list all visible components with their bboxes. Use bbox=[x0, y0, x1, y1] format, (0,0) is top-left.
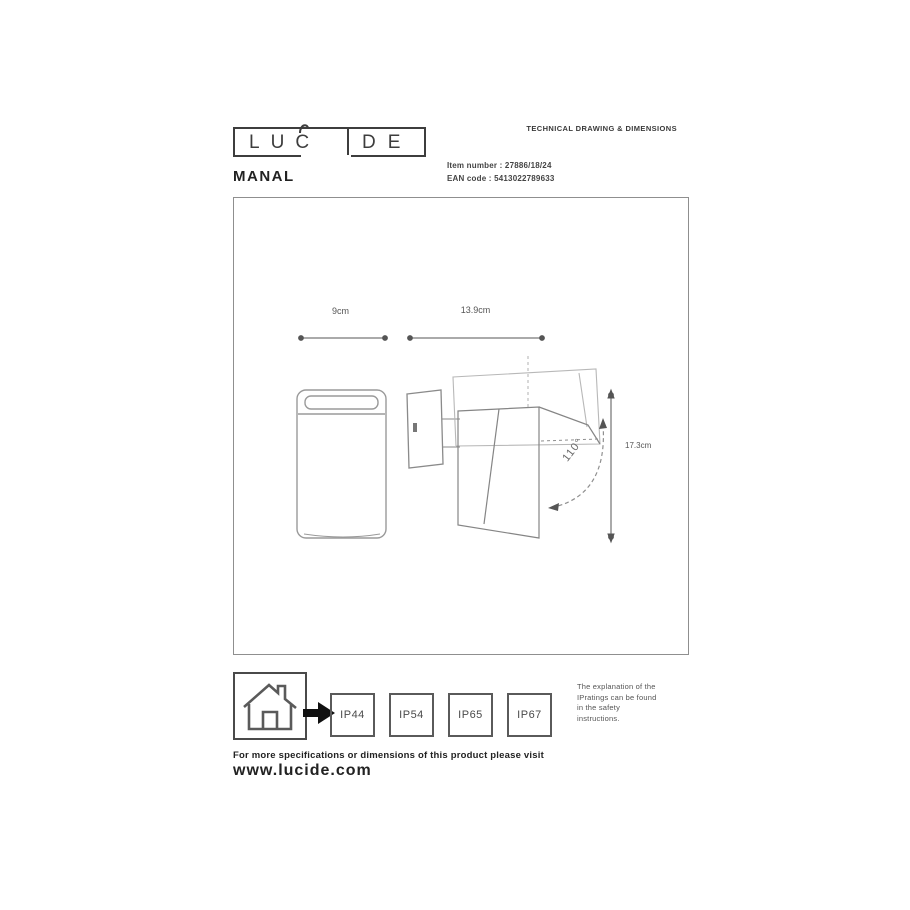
logo-letter: U bbox=[270, 131, 285, 153]
lucide-logo bbox=[233, 127, 426, 157]
ip-note-line: instructions. bbox=[577, 713, 620, 723]
technical-drawing-frame bbox=[233, 197, 689, 655]
logo-letter: D bbox=[362, 131, 376, 153]
dim-line-height bbox=[608, 390, 614, 542]
ean-code: EAN code : 5413022789633 bbox=[447, 174, 555, 183]
side-view-bracket-arm bbox=[442, 419, 460, 447]
ip-rating-badge: IP67 bbox=[507, 693, 552, 737]
more-specs-text: For more specifications or dimensions of this product please visit bbox=[233, 750, 544, 761]
front-view-lamp bbox=[297, 390, 386, 538]
logo-bottom-gap bbox=[301, 155, 351, 157]
product-name: MANAL bbox=[233, 168, 295, 185]
logo-letter: L bbox=[249, 131, 260, 153]
dim-label-tilt-angle: 110° bbox=[560, 436, 586, 464]
indoor-outdoor-house-box bbox=[233, 672, 307, 740]
ip-note-line: The explanation of the bbox=[577, 682, 656, 691]
side-view-wall-plate bbox=[407, 390, 443, 468]
ip-rating-badge: IP65 bbox=[448, 693, 493, 737]
ip-ratings-row bbox=[330, 693, 552, 737]
logo-letter: C bbox=[295, 131, 310, 153]
house-icon bbox=[235, 674, 305, 738]
logo-letter: E bbox=[387, 131, 401, 153]
logo-letters-de bbox=[347, 129, 400, 155]
ip-rating-badge: IP54 bbox=[389, 693, 434, 737]
dim-label-front-width: 9cm bbox=[331, 306, 349, 316]
ip-note-line: in the safety bbox=[577, 703, 621, 712]
dim-line-front-width bbox=[299, 336, 388, 341]
ip-note-line: IPratings can be found bbox=[577, 692, 657, 702]
dim-line-side-depth bbox=[408, 336, 545, 341]
technical-drawing bbox=[234, 198, 688, 654]
website-url: www.lucide.com bbox=[233, 762, 372, 779]
document-type-title: TECHNICAL DRAWING & DIMENSIONS bbox=[526, 124, 677, 133]
ip-rating-badge: IP44 bbox=[330, 693, 375, 737]
rotation-arc bbox=[541, 418, 607, 511]
logo-letters-luc bbox=[235, 133, 347, 152]
dim-label-side-depth: 13.9cm bbox=[460, 305, 491, 315]
dim-label-height: 17.3cm bbox=[625, 441, 652, 450]
logo-c-accent-icon bbox=[297, 120, 311, 134]
item-number: Item number : 27886/18/24 bbox=[447, 161, 552, 170]
ip-ratings-note bbox=[577, 682, 656, 724]
side-view-lamp-tilted bbox=[458, 407, 600, 538]
product-codes bbox=[447, 159, 555, 185]
